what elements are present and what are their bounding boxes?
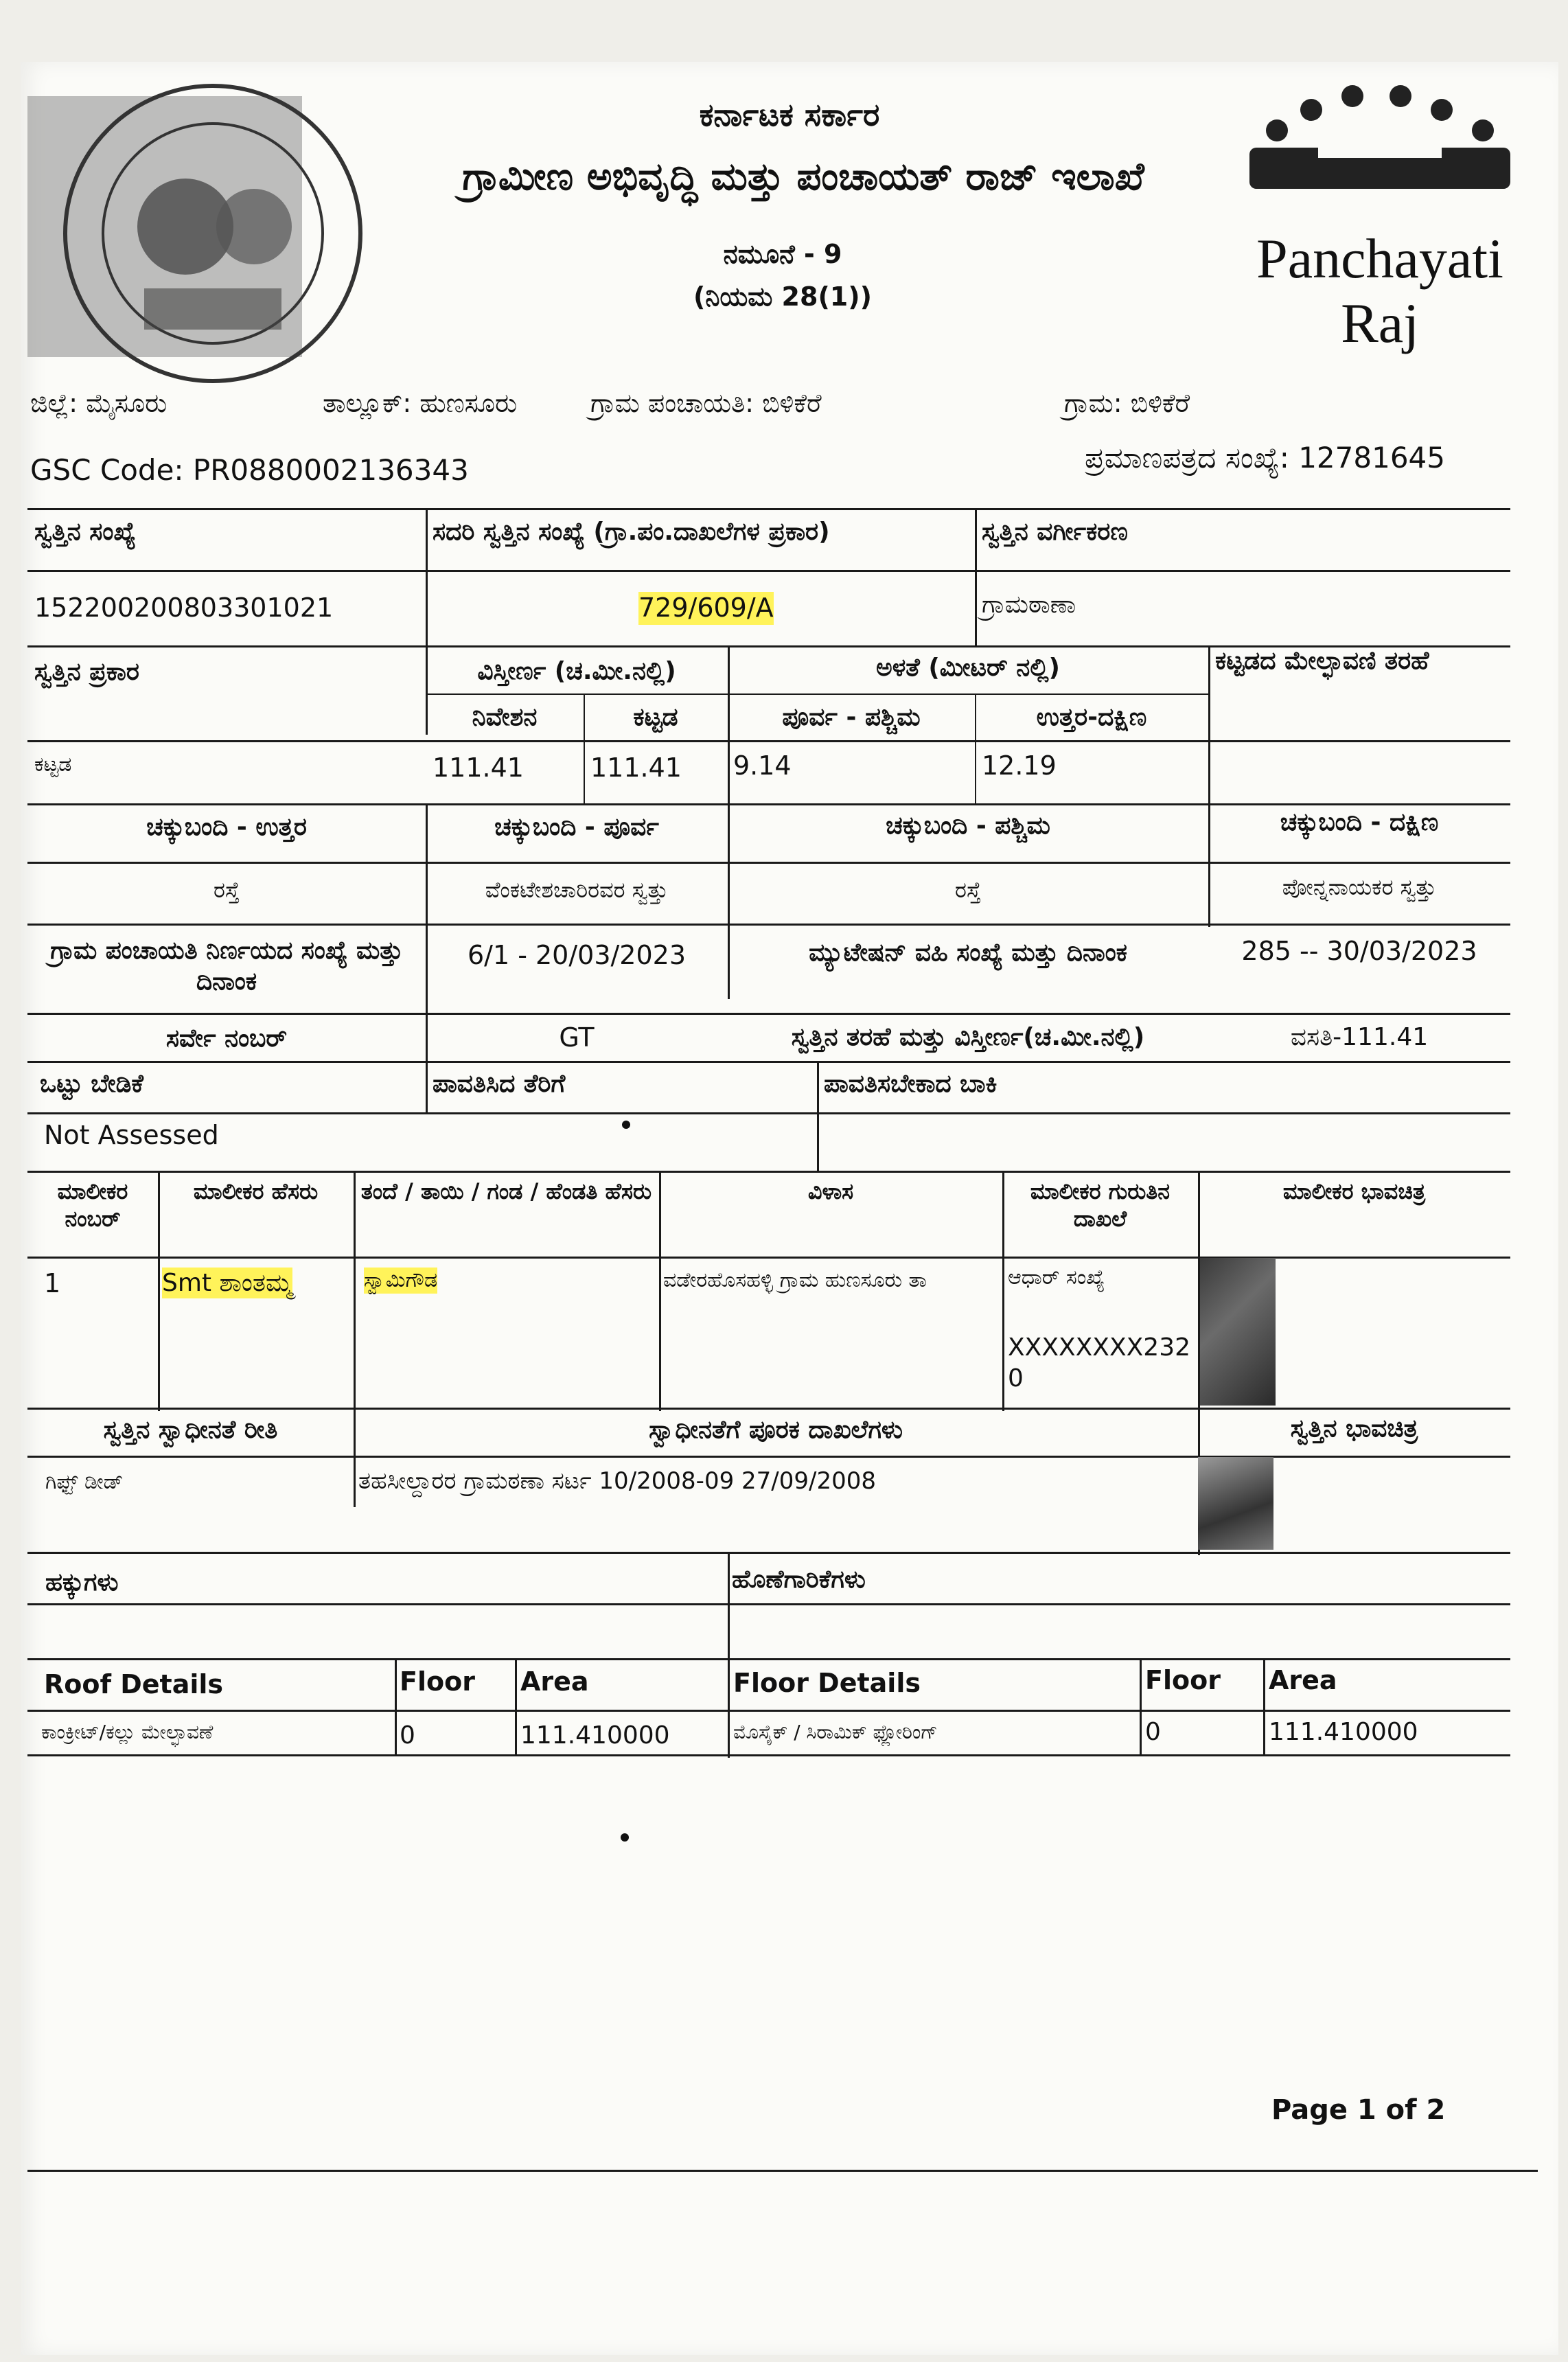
east-west-label: ಪೂರ್ವ - ಪಶ್ಚಿಮ xyxy=(782,703,921,731)
roof-floor-header: Floor xyxy=(400,1666,475,1697)
boundary-west: ರಸ್ತೆ xyxy=(955,877,981,903)
boundary-west-label: ಚಕ್ಕುಬಂದಿ - ಪಶ್ಚಿಮ xyxy=(886,812,1050,840)
owner-no-header: ಮಾಲೀಕರ ನಂಬರ್ xyxy=(57,1178,128,1232)
area-label: ವಿಸ್ತೀರ್ಣ (ಚ.ಮೀ.ನಲ್ಲಿ) xyxy=(477,657,676,685)
owner-id-number: XXXXXXXX2320 xyxy=(1008,1333,1191,1392)
relative-header: ತಂದೆ / ತಾಯಿ / ಗಂಡ / ಹೆಂಡತಿ ಹೆಸರು xyxy=(360,1178,652,1204)
roof-type-label: ಕಟ್ಟಡದ ಮೇಲ್ಛಾವಣಿ ತರಹೆ xyxy=(1215,647,1429,675)
floor-details-header: Floor Details xyxy=(733,1668,921,1698)
north-south-label: ಉತ್ತರ-ದಕ್ಷಿಣ xyxy=(1036,703,1147,731)
header-state: ಕರ್ನಾಟಕ ಸರ್ಕಾರ xyxy=(699,96,880,133)
gp-number-label: ಸದರಿ ಸ್ವತ್ತಿನ ಸಂಖ್ಯೆ (ಗ್ರಾ.ಪಂ.ದಾಖಲೆಗಳ ಪ್ರಕಾರ) xyxy=(433,518,830,546)
property-type-label: ಸ್ವತ್ತಿನ ಪ್ರಕಾರ xyxy=(34,658,139,686)
floor-area-header: Area xyxy=(1269,1665,1337,1695)
owner-address: ವಡೇರಹೊಸಹಳ್ಳಿ ಗ್ರಾಮ ಹುಣಸೂರು ತಾ xyxy=(663,1268,927,1292)
supporting-docs: ತಹಸೀಲ್ದಾರರ ಗ್ರಾಮಠಣಾ ಸರ್ಟ 10/2008-09 27/09/2008 xyxy=(358,1467,876,1495)
floor-type: ಮೊಸೈಕ್ / ಸಿರಾಮಿಕ್ ಫ್ಲೋರಿಂಗ್ xyxy=(733,1721,938,1743)
property-photo-label: ಸ್ವತ್ತಿನ ಭಾವಚಿತ್ರ xyxy=(1290,1414,1418,1443)
east-west: 9.14 xyxy=(733,750,792,781)
rights-label: ಹಕ್ಕುಗಳು xyxy=(45,1568,119,1596)
tax-paid-label: ಪಾವತಿಸಿದ ತೆರಿಗೆ xyxy=(433,1070,566,1098)
resolution-label: ಗ್ರಾಮ ಪಂಚಾಯತಿ ನಿರ್ಣಯದ ಸಂಖ್ಯೆ ಮತ್ತು ದಿನಾಂಕ xyxy=(50,937,403,996)
tax-due-label: ಪಾವತಿಸಬೇಕಾದ ಬಾಕಿ xyxy=(824,1070,998,1098)
classification-label: ಸ್ವತ್ತಿನ ವರ್ಗೀಕರಣ xyxy=(982,518,1128,546)
brand-text: Panchayati Raj xyxy=(1256,227,1503,354)
village: ಗ್ರಾಮ: ಬಿಳಿಕೆರೆ xyxy=(1064,388,1190,418)
property-id-label: ಸ್ವತ್ತಿನ ಸಂಖ್ಯೆ xyxy=(34,518,136,546)
supporting-docs-label: ಸ್ವಾಧೀನತೆಗೆ ಪೂರಕ ದಾಖಲೆಗಳು xyxy=(649,1416,903,1444)
acquisition-mode-label: ಸ್ವತ್ತಿನ ಸ್ವಾಧೀನತೆ ರೀತಿ xyxy=(103,1416,278,1444)
floor-area: 111.410000 xyxy=(1269,1718,1418,1746)
roof-floor: 0 xyxy=(400,1721,415,1750)
boundary-north: ರಸ್ತೆ xyxy=(214,877,240,903)
resolution-value: 6/1 - 20/03/2023 xyxy=(467,940,687,970)
property-kind-label: ಸ್ವತ್ತಿನ ತರಹೆ ಮತ್ತು ವಿಸ್ತೀರ್ಣ(ಚ.ಮೀ.ನಲ್ಲಿ) xyxy=(791,1023,1145,1051)
header-department: ಗ್ರಾಮೀಣ ಅಭಿವೃದ್ಧಿ ಮತ್ತು ಪಂಚಾಯತ್ ರಾಜ್ ಇಲಾಖೆ xyxy=(462,154,1144,199)
north-south: 12.19 xyxy=(982,750,1057,781)
district: ಜಿಲ್ಲೆ: ಮೈಸೂರು xyxy=(30,388,168,418)
owner-no: 1 xyxy=(44,1268,61,1298)
property-photo xyxy=(1198,1457,1273,1550)
acquisition-mode: ಗಿಫ್ಟ್ ಡೀಡ್ xyxy=(45,1470,124,1494)
floor-floor: 0 xyxy=(1145,1718,1161,1746)
owner-id-type: ಆಧಾರ್ ಸಂಖ್ಯೆ xyxy=(1008,1265,1105,1289)
roof-area-header: Area xyxy=(520,1666,589,1697)
relative-name: ಸ್ವಾಮಿಗೌಡ xyxy=(364,1268,438,1292)
building-label: ಕಟ್ಟಡ xyxy=(633,703,678,731)
floor-floor-header: Floor xyxy=(1145,1665,1221,1695)
site-label: ನಿವೇಶನ xyxy=(472,703,538,731)
building-area: 111.41 xyxy=(590,753,682,783)
certificate-number: ಪ್ರಮಾಣಪತ್ರದ ಸಂಖ್ಯೆ: 12781645 xyxy=(1085,441,1445,474)
dimension-label: ಅಳತೆ (ಮೀಟರ್ ನಲ್ಲಿ) xyxy=(876,654,1060,682)
roof-area: 111.410000 xyxy=(520,1721,670,1750)
boundary-east: ವೆಂಕಟೇಶಚಾರಿರವರ ಸ್ವತ್ತು xyxy=(485,877,669,903)
owner-photo xyxy=(1200,1258,1276,1406)
survey-label: ಸರ್ವೇ ನಂಬರ್ xyxy=(165,1024,288,1053)
gram-panchayat: ಗ್ರಾಮ ಪಂಚಾಯತಿ: ಬಿಳಿಕೆರೆ xyxy=(590,388,822,418)
owner-id-header: ಮಾಲೀಕರ ಗುರುತಿನ ದಾಖಲೆ xyxy=(1030,1178,1171,1232)
panchayati-raj-logo-icon xyxy=(1236,82,1524,220)
gp-number: 729/609/A xyxy=(638,592,774,625)
roof-type: ಕಾಂಕ್ರೀಟ್/ಕಲ್ಲು ಮೇಲ್ಛಾವಣೆ xyxy=(41,1721,214,1743)
header-rule: (ನಿಯಮ 28(1)) xyxy=(693,282,872,312)
mutation-value: 285 -- 30/03/2023 xyxy=(1241,936,1477,966)
total-demand: Not Assessed xyxy=(44,1120,219,1150)
header-form: ನಮೂನೆ - 9 xyxy=(723,239,842,269)
taluk: ತಾಲ್ಲೂಕ್: ಹುಣಸೂರು xyxy=(323,388,518,418)
mutation-label: ಮ್ಯುಟೇಷನ್ ವಹಿ ಸಂಖ್ಯೆ ಮತ್ತು ದಿನಾಂಕ xyxy=(809,939,1127,967)
total-demand-label: ಒಟ್ಟು ಬೇಡಿಕೆ xyxy=(40,1070,143,1098)
owner-photo-header: ಮಾಲೀಕರ ಭಾವಚಿತ್ರ xyxy=(1282,1178,1426,1204)
liabilities-label: ಹೊಣೆಗಾರಿಕೆಗಳು xyxy=(732,1566,866,1594)
property-type: ಕಟ್ಟಡ xyxy=(34,753,72,777)
survey-number: GT xyxy=(559,1022,595,1053)
boundary-south: ಪೋನ್ನನಾಯಕರ ಸ್ವತ್ತು xyxy=(1282,874,1437,900)
boundary-south-label: ಚಕ್ಕುಬಂದಿ - ದಕ್ಷಿಣ xyxy=(1280,808,1439,836)
site-area: 111.41 xyxy=(433,753,524,783)
address-header: ವಿಳಾಸ xyxy=(807,1178,854,1204)
gram-panchayat-seal xyxy=(27,69,384,398)
owner-name: Smt ಶಾಂತಮ್ಮ xyxy=(162,1269,293,1297)
boundary-east-label: ಚಕ್ಕುಬಂದಿ - ಪೂರ್ವ xyxy=(494,813,659,841)
property-id: 152200200803301021 xyxy=(34,593,334,623)
roof-details-header: Roof Details xyxy=(44,1669,224,1699)
boundary-north-label: ಚಕ್ಕುಬಂದಿ - ಉತ್ತರ xyxy=(146,813,307,841)
page-number: Page 1 of 2 xyxy=(1271,2094,1446,2126)
gsc-code: GSC Code: PR0880002136343 xyxy=(30,453,469,487)
classification: ಗ್ರಾಮಠಾಣಾ xyxy=(982,590,1076,619)
property-kind: ವಸತಿ-111.41 xyxy=(1290,1023,1429,1051)
owner-name-header: ಮಾಲೀಕರ ಹೆಸರು xyxy=(193,1178,319,1204)
